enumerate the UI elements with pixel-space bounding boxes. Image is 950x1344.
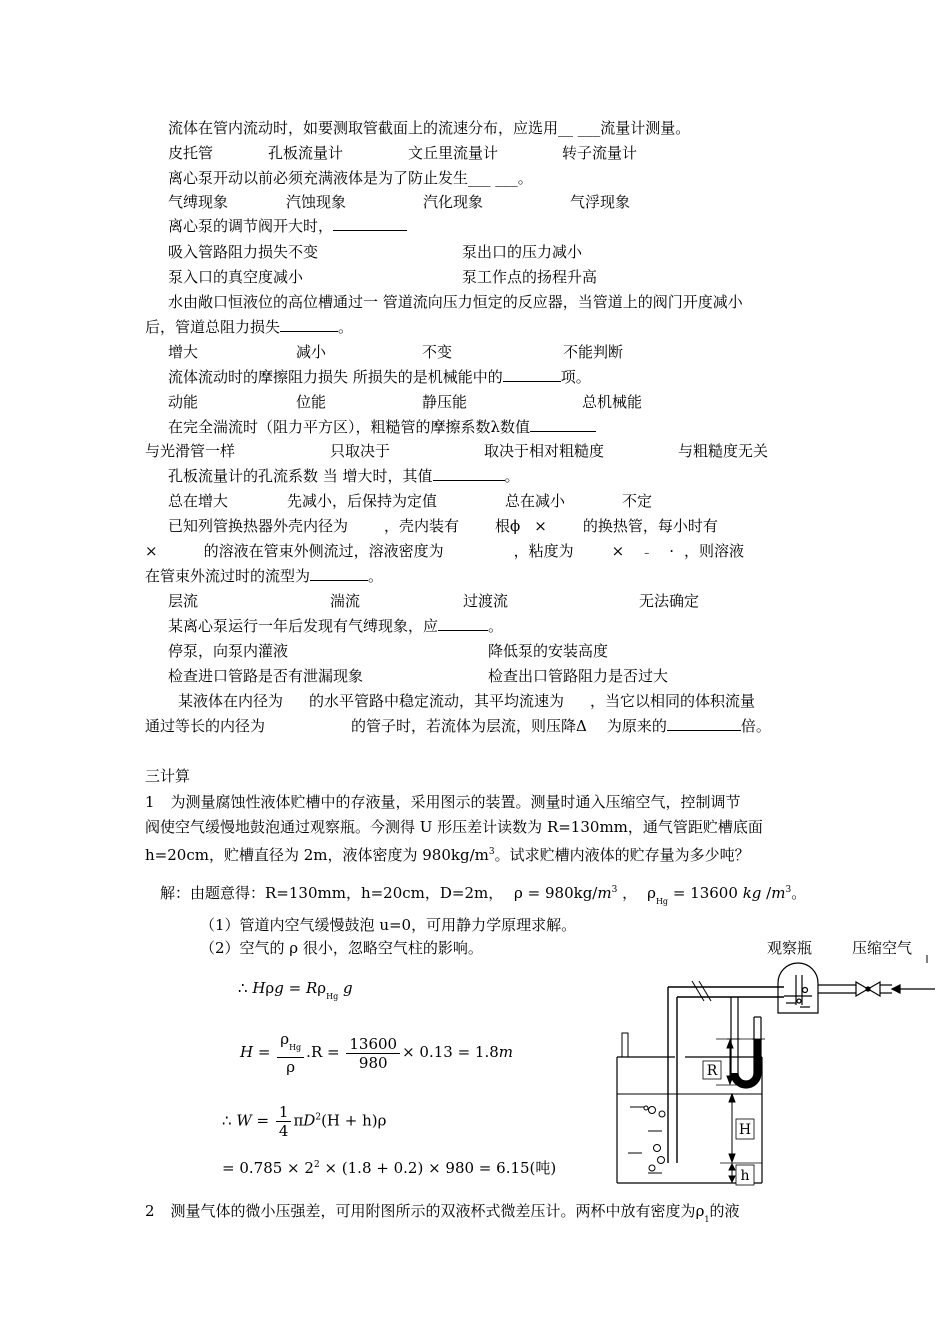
- label-observation-bottle: 观察瓶: [767, 939, 813, 957]
- problem1-line3: h=20cm，贮槽直径为 2m，液体密度为 $980kg/m^3$。试求贮槽内液体的贮存量为多少吨？: [145, 846, 750, 864]
- q9-text: 某离心泵运行一年后发现有气缚现象，应 。: [168, 617, 504, 635]
- q7-text: 孔板流量计的孔流系数 当 增大时，其值 。: [168, 467, 520, 485]
- bubbles: [644, 1106, 665, 1171]
- q7-option-a: 总在增大: [168, 492, 229, 510]
- problem1-line1: 1 为测量腐蚀性液体贮槽中的存液量，采用图示的装置。测量时通入压缩空气，控制调节: [145, 793, 741, 811]
- solution-note-1: （1）管道内空气缓慢鼓泡 u=0，可用静力学原理求解。: [200, 916, 577, 934]
- q1-option-a: 皮托管: [168, 144, 214, 162]
- label-R: R: [706, 1063, 718, 1079]
- q7-option-d: 不定: [622, 492, 653, 510]
- q6-option-a: 与光滑管一样: [145, 442, 236, 460]
- q4-option-c: 不变: [422, 343, 453, 361]
- q8-option-b: 湍流: [330, 592, 361, 610]
- control-valve-icon: [856, 982, 880, 996]
- solution-note-2: （2）空气的 ρ 很小，忽略空气柱的影响。: [200, 939, 483, 957]
- q9-option-d: 检查出口管路阻力是否过大: [488, 667, 669, 685]
- q2-option-a: 气缚现象: [168, 193, 229, 211]
- q9-option-a: 停泵，向泵内灌液: [168, 642, 289, 660]
- q2-option-c: 汽化现象: [423, 193, 484, 211]
- label-h: h: [740, 1168, 750, 1184]
- solution-given: 解：由题意得：R=130mm，h=20cm，D=2m， $\rho = 980kg/m^3$ ， $\rho_{Hg} = 13600$ kg $/m^3$。: [160, 884, 807, 906]
- q10-line1: 某液体在内径为 的水平管路中稳定流动，其平均流速为 ，当它以相同的体积流量: [178, 692, 756, 710]
- q2-text: 离心泵开动以前必须充满液体是为了防止发生___ ___。: [168, 169, 533, 187]
- q3-text: 离心泵的调节阀开大时，: [168, 216, 407, 236]
- q8-option-a: 层流: [168, 592, 199, 610]
- q9-option-c: 检查进口管路是否有泄漏现象: [168, 667, 364, 685]
- q4-line2: 后，管道总阻力损失 。: [145, 318, 354, 336]
- label-H: H: [738, 1122, 752, 1138]
- q3-option-a: 吸入管路阻力损失不变: [168, 243, 319, 261]
- formula-4: = $0.785 \times 2^2 \times (1.8 + 0.2) \times 980 = 6.15$(吨): [222, 1159, 557, 1177]
- q8-option-c: 过渡流: [463, 592, 509, 610]
- air-line: [818, 985, 892, 993]
- q1-option-c: 文丘里流量计: [408, 144, 499, 162]
- q6-text: 在完全湍流时（阻力平方区），粗糙管的摩擦系数λ数值: [168, 417, 596, 437]
- q7-option-c: 总在减小: [505, 492, 566, 510]
- q3-option-d: 泵工作点的扬程升高: [462, 268, 598, 286]
- vent-pipe: [622, 1033, 628, 1057]
- q5-option-a: 动能: [168, 393, 199, 411]
- q3-option-c: 泵入口的真空度减小: [168, 268, 304, 286]
- q2-option-d: 气浮现象: [570, 193, 631, 211]
- q1-option-b: 孔板流量计: [268, 144, 344, 162]
- dip-pipe: [668, 981, 784, 1163]
- q1-option-d: 转子流量计: [562, 144, 638, 162]
- label-compressed-air: 压缩空气: [852, 939, 913, 957]
- q4-option-d: 不能判断: [563, 343, 624, 361]
- q6-option-c: 取决于相对粗糙度: [484, 442, 605, 460]
- formula-2: H = $\frac{\rho_{Hg}}{\rho}$ .R = $\frac{13600}{980}$ × 0.13 = 1.8m: [240, 1030, 514, 1076]
- answer-blank: [530, 417, 596, 432]
- section-heading: 三计算: [145, 767, 191, 785]
- q5-text: 流体流动时的摩擦阻力损失 所损失的是机械能中的 项。: [168, 368, 591, 386]
- answer-blank: [667, 716, 741, 731]
- answer-blank: [280, 317, 338, 332]
- q5-option-b: 位能: [296, 393, 327, 411]
- q2-option-b: 汽蚀现象: [286, 193, 347, 211]
- q6-option-d: 与粗糙度无关: [678, 442, 769, 460]
- q4-line1: 水由敞口恒液位的高位槽通过一 管道流向压力恒定的反应器，当管道上的阀门开度减小: [168, 293, 743, 311]
- observation-bottle: [778, 963, 818, 1013]
- q8-option-d: 无法确定: [639, 592, 700, 610]
- q7-option-b: 先减小，后保持为定值: [287, 492, 438, 510]
- problem2-line1: 2 测量气体的微小压强差，可用附图所示的双液杯式微差压计。两杯中放有密度为$\rho_1$的液: [145, 1202, 740, 1224]
- q5-option-d: 总机械能: [582, 393, 643, 411]
- q3-option-b: 泵出口的压力减小: [462, 243, 583, 261]
- dimension-h: [729, 1164, 735, 1182]
- q4-option-a: 增大: [168, 343, 199, 361]
- q9-option-b: 降低泵的安装高度: [488, 642, 609, 660]
- problem1-line2: 阀使空气缓慢地鼓泡通过观察瓶。今测得 U 形压差计读数为 R=130mm，通气管距贮槽底面: [145, 818, 763, 836]
- q5-option-c: 静压能: [422, 393, 468, 411]
- q8-line3: 在管束外流过时的流型为 。: [145, 567, 384, 585]
- answer-blank: [438, 616, 488, 631]
- q10-line2: 通过等长的内径为 的管子时，若流体为层流，则压降Δ 为原来的 倍。: [145, 717, 771, 735]
- q4-option-b: 减小: [296, 343, 327, 361]
- answer-blank: [310, 566, 368, 581]
- formula-1: ∴ $H\rho g = R\rho_{Hg}$ g: [238, 979, 353, 1001]
- formula-3: ∴ W = $\frac{1}{4}$ $\pi D^2(H + h)\rho$: [222, 1103, 387, 1140]
- answer-blank: [333, 216, 407, 231]
- air-inlet-arrow: [892, 985, 935, 993]
- apparatus-diagram: [600, 955, 935, 1190]
- q6-option-b: 只取决于: [330, 442, 391, 460]
- q8-line1: 已知列管换热器外壳内径为 ，壳内装有 根ϕ × 的换热管，每小时有: [168, 517, 718, 535]
- q8-line2: × 的溶液在管束外侧流过，溶液密度为 ，粘度为 × – · ，则溶液: [145, 542, 744, 560]
- q1-text: 流体在管内流动时，如要测取管截面上的流速分布，应选用__ ___流量计测量。: [168, 119, 691, 137]
- answer-blank: [433, 466, 505, 481]
- answer-blank: [503, 367, 561, 382]
